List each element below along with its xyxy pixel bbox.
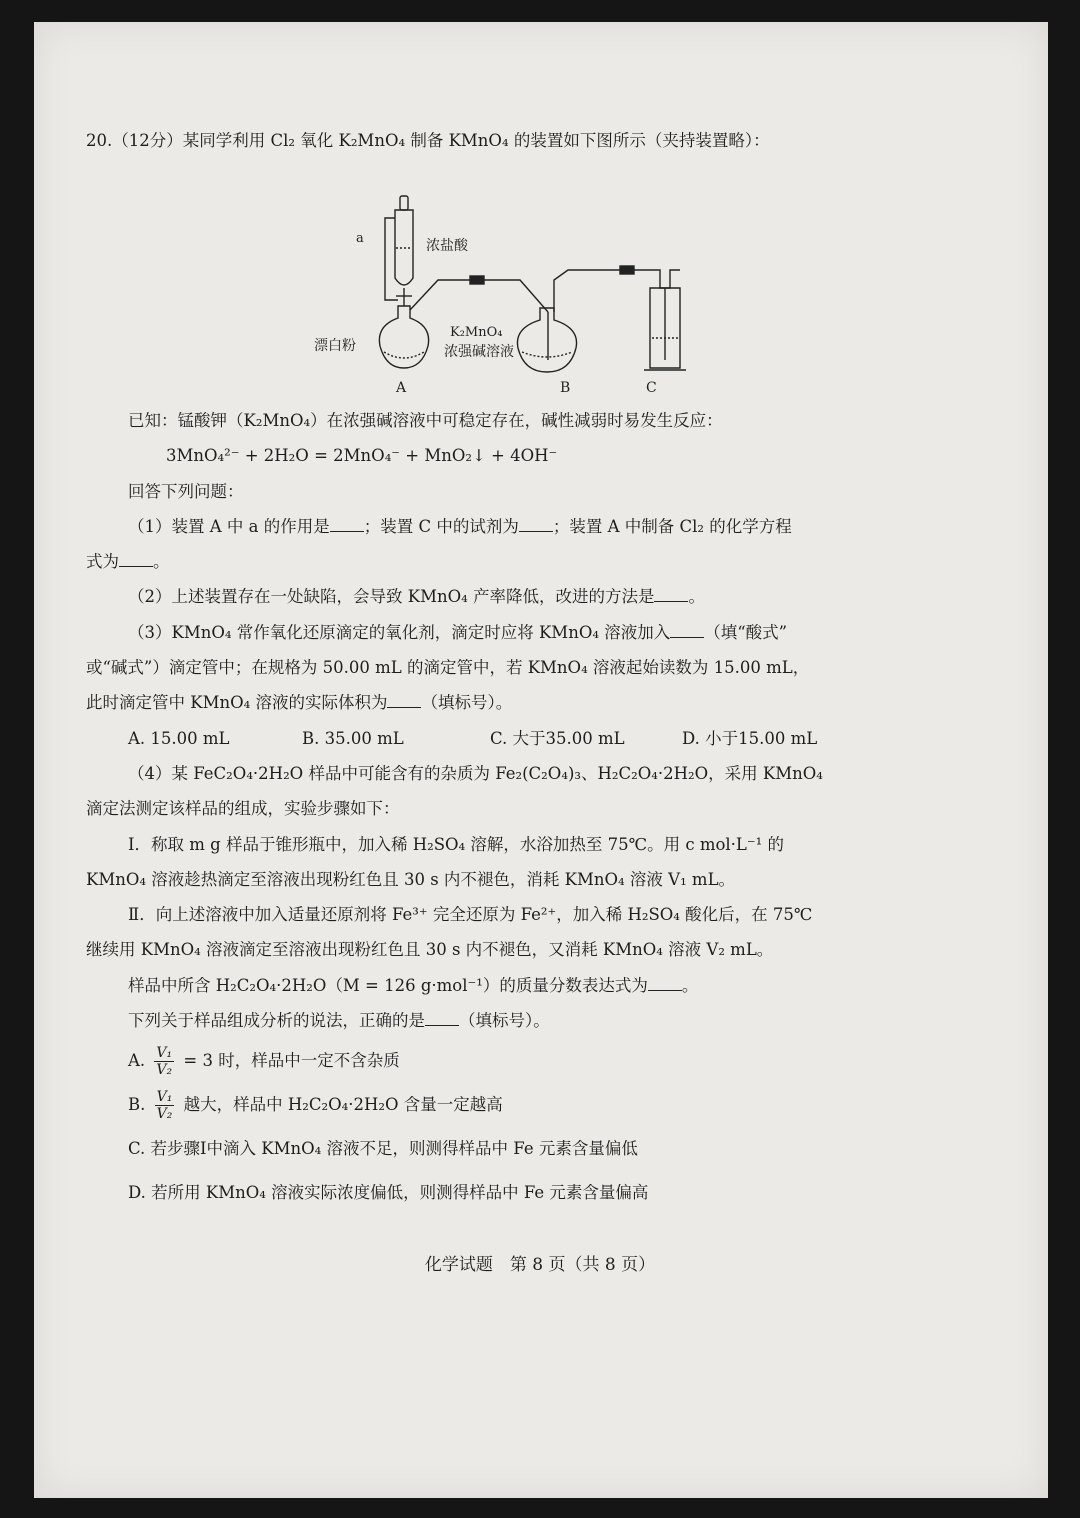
choice-a-prefix: A. [128,1051,146,1071]
fraction-num: V₁ [156,1089,173,1106]
choice-b [86,1083,886,1127]
choice-c: C. 若步骤Ⅰ中滴入 KMnO₄ 溶液不足，则测得样品中 Fe 元素含量偏低 [128,1139,638,1159]
q4-judge-line [86,1004,886,1039]
question-body [86,404,886,1215]
q3-text-a: （3）KMnO₄ 常作氧化还原滴定的氧化剂，滴定时应将 KMnO₄ 溶液加入 [128,622,671,642]
answer-blank [670,621,704,638]
q3-text-b: （填“酸式” [704,622,788,642]
q4-line2: 滴定法测定该样品的组成，实验步骤如下： [86,799,400,819]
question-20 [86,124,886,159]
q3-line1 [86,616,886,651]
choice-a [86,1039,886,1083]
q3-option-a: A. 15.00 mL [128,728,230,748]
choice-a-text: = 3 时，样品中一定不含杂质 [183,1051,400,1071]
answer-blank [648,974,682,991]
answer-blank [654,585,688,602]
label-a: a [356,231,364,246]
choice-d: D. 若所用 KMnO₄ 溶液实际浓度偏低，则测得样品中 Fe 元素含量偏高 [128,1183,649,1203]
page-footer: 化学试题 第 8 页（共 8 页） [424,1255,656,1275]
fraction-v1-v2 [154,1045,174,1078]
step1-line2: KMnO₄ 溶液趁热滴定至溶液出现粉红色且 30 s 内不褪色，消耗 KMnO₄ 溶液 V₁ mL。 [86,869,736,889]
label-k2mno4: K₂MnO₄ [450,325,503,340]
q4-mass-end: 。 [681,975,699,995]
answer-blank [425,1009,459,1026]
choice-b-prefix: B. [128,1095,146,1115]
equation: 3MnO₄²⁻ + 2H₂O = 2MnO₄⁻ + MnO₂↓ + 4OH⁻ [166,446,558,466]
choice-b-text: 越大，样品中 H₂C₂O₄·2H₂O 含量一定越高 [183,1095,503,1115]
answer-blank [330,515,364,532]
q4-line1: （4）某 FeC₂O₄·2H₂O 样品中可能含有的杂质为 Fe₂(C₂O₄)₃、H₂C₂O₄·2H₂O，采用 KMnO₄ [128,763,823,783]
q4-judge-text: 下列关于样品组成分析的说法，正确的是 [128,1011,425,1031]
q3-option-c: C. 大于35.00 mL [490,728,625,748]
q1-line1 [86,510,886,545]
q3-text-d: （填标号）。 [421,693,513,713]
q1-text-d: 式为 [86,552,119,572]
apparatus-diagram [314,188,700,398]
q1-text-a: （1）装置 A 中 a 的作用是 [128,516,330,536]
fraction-den: V₂ [156,1062,173,1079]
question-header: 20.（12分）某同学利用 Cl₂ 氧化 K₂MnO₄ 制备 KMnO₄ 的装置如下图所示（夹持装置略）： [86,131,770,150]
q3-line2: 或“碱式”）滴定管中；在规格为 50.00 mL 的滴定管中，若 KMnO₄ 溶液起始读数为 15.00 mL， [86,658,810,678]
step1-line1: Ⅰ．称取 m g 样品于锥形瓶中，加入稀 H₂SO₄ 溶解，水浴加热至 75℃。用 c mol·L⁻¹ 的 [128,834,784,854]
label-C: C [646,380,657,396]
label-B: B [560,380,571,396]
q4-mass-text: 样品中所含 H₂C₂O₄·2H₂O（M = 126 g·mol⁻¹）的质量分数表达式为 [128,975,648,995]
label-alkali: 浓强碱溶液 [444,344,514,360]
answer-blank [387,691,421,708]
label-A: A [396,380,407,396]
fraction-num: V₁ [156,1045,173,1062]
q3-option-d: D. 小于15.00 mL [682,728,818,748]
answer-blank [119,550,153,567]
label-powder: 漂白粉 [314,338,356,354]
q3-options [86,722,886,757]
q1-line2 [86,545,886,580]
fraction-v1-v2 [155,1089,175,1122]
answer-intro: 回答下列问题： [128,481,244,501]
q1-text-c: ；装置 A 中制备 Cl₂ 的化学方程 [552,516,792,536]
q2-line [86,580,886,615]
q1-text-b: ；装置 C 中的试剂为 [363,516,519,536]
q3-option-b: B. 35.00 mL [302,728,404,748]
answer-blank [519,515,553,532]
q4-mass-line [86,969,886,1004]
q2-text-b: 。 [688,587,705,607]
step2-line1: Ⅱ．向上述溶液中加入适量还原剂将 Fe³⁺ 完全还原为 Fe²⁺，加入稀 H₂SO₄ 酸化后，在 75℃ [128,905,813,925]
fraction-den: V₂ [156,1106,173,1123]
step2-line2: 继续用 KMnO₄ 溶液滴定至溶液出现粉红色且 30 s 内不褪色，又消耗 KMnO₄ 溶液 V₂ mL。 [86,940,774,960]
label-acid: 浓盐酸 [426,238,468,254]
q3-line3 [86,686,886,721]
q3-text-c: 此时滴定管中 KMnO₄ 溶液的实际体积为 [86,693,388,713]
known-line: 已知：锰酸钾（K₂MnO₄）在浓强碱溶液中可稳定存在，碱性减弱时易发生反应： [128,411,723,430]
q1-text-e: 。 [153,552,170,572]
q4-judge-end: （填标号）。 [459,1011,550,1031]
q2-text-a: （2）上述装置存在一处缺陷，会导致 KMnO₄ 产率降低，改进的方法是 [128,587,655,607]
